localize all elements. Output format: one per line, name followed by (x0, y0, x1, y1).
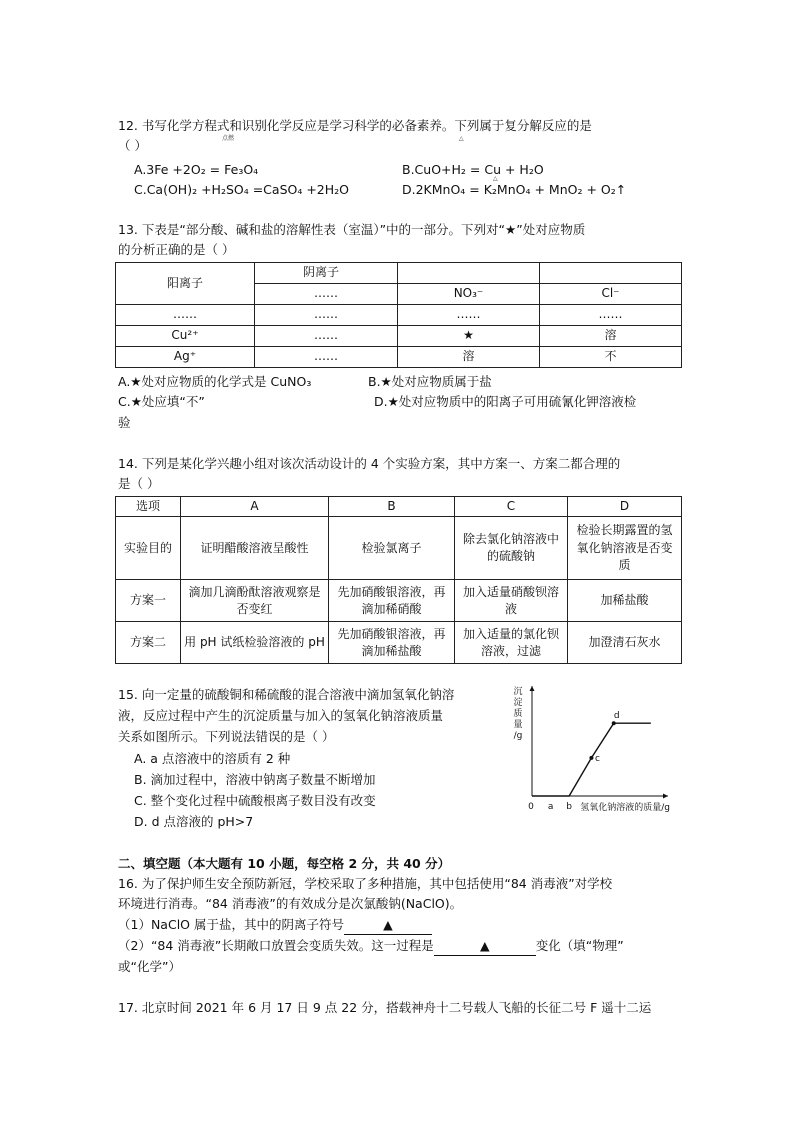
anion-cell: Cl⁻ (540, 284, 682, 305)
q14-stem-line2: 是（ ） (118, 476, 160, 491)
experiment-table (115, 496, 682, 664)
table-cell: 先加硝酸银溶液，再滴加稀硝酸 (329, 580, 455, 622)
q12-option-a: A.3Fe +2O₂ = Fe₃O₄ (134, 162, 259, 177)
q13-option-a: A.★处对应物质的化学式是 CuNO₃ (118, 374, 312, 389)
table-cell: 加入适量硝酸钡溶液 (455, 580, 568, 622)
header-cell: A (181, 497, 329, 517)
q12-option-d: D.2KMnO₄ = K₂MnO₄ + MnO₂ + O₂↑ (402, 182, 627, 197)
q15-option-b: B. 滴加过程中，溶液中钠离子数量不断增加 (134, 772, 376, 787)
q14-stem-line1: 14. 下列是某化学兴趣小组对该次活动设计的 4 个实验方案，其中方案一、方案二都合理的 (118, 456, 621, 471)
point-label-b: b (566, 802, 573, 812)
q16-sub2-tail: 变化（填“物理” (535, 938, 624, 953)
q12-condition-ignite: 点燃 (222, 135, 235, 142)
q15-stem-line1: 15. 向一定量的硫酸铜和稀硫酸的混合溶液中滴加氢氧化钠溶 (118, 687, 455, 702)
star-cell: ★ (398, 326, 540, 347)
point-label-c: c (594, 753, 600, 764)
header-cell: B (329, 497, 455, 517)
q16-sub2-text: （2）“84 消毒液”长期敞口放置会变质失效。这一过程是 (118, 938, 434, 953)
table-cell: 检验长期露置的氢氧化钠溶液是否变质 (568, 517, 682, 580)
table-row (116, 326, 682, 347)
header-cell: D (568, 497, 682, 517)
answer-blank[interactable] (344, 916, 432, 935)
q12-paren: （ ） (118, 138, 147, 153)
table-cell: 证明醋酸溶液呈酸性 (181, 517, 329, 580)
x-axis-label: 氢氧化钠溶液的质量/g (580, 803, 670, 813)
table-cell: 方案一 (116, 580, 181, 622)
triangle-icon: ▲ (383, 917, 393, 932)
table-cell: …… (255, 347, 398, 368)
q15-option-c: C. 整个变化过程中硫酸根离子数目没有改变 (134, 793, 376, 808)
q17-line1: 17. 北京时间 2021 年 6 月 17 日 9 点 22 分，搭载神舟十二号载人飞船的长征二号 F 遥十二运 (118, 1000, 652, 1015)
q13-option-c: C.★处应填“不” (118, 394, 205, 409)
table-cell: 先加硝酸银溶液，再滴加稀盐酸 (329, 622, 455, 664)
table-header-row (116, 497, 682, 517)
y-axis-label: 沉淀质量/g (513, 687, 523, 741)
q13-stem-line1: 13. 下表是“部分酸、碱和盐的溶解性表（室温）”中的一部分。下列对“★”处对应物质 (118, 222, 586, 237)
table-cell: 溶 (540, 326, 682, 347)
table-row (116, 580, 682, 622)
q16-sub1-text: （1）NaClO 属于盐，其中的阴离子符号 (118, 917, 344, 932)
point-label-a: a (547, 802, 554, 812)
table-cell: Cu²⁺ (116, 326, 255, 347)
table-cell: 加澄清石灰水 (568, 622, 682, 664)
q12-stem: 12. 书写化学方程式和识别化学反应是学习科学的必备素养。下列属于复分解反应的是 (118, 118, 592, 133)
cation-header: 阳离子 (116, 263, 255, 305)
origin-label: 0 (528, 802, 534, 812)
q13-option-d-cont: 验 (118, 415, 131, 430)
q13-option-d: D.★处对应物质中的阳离子可用硫氰化钾溶液检 (374, 394, 637, 409)
q12-condition-heat-d: △ (493, 175, 498, 182)
table-row (116, 305, 682, 326)
anion-header: 阴离子 (255, 263, 398, 284)
table-cell: 溶 (398, 347, 540, 368)
q16-line2: 环境进行消毒。“84 消毒液”的有效成分是次氯酸钠(NaClO)。 (118, 896, 463, 911)
q13-stem-line2: 的分析正确的是（ ） (118, 242, 235, 257)
table-cell: …… (540, 305, 682, 326)
section2-title: 二、填空题（本大题有 10 小题，每空格 2 分，共 40 分） (118, 856, 451, 871)
q15-option-a: A. a 点溶液中的溶质有 2 种 (134, 751, 291, 766)
table-row (116, 622, 682, 664)
table-cell: 加入适量的氯化钡溶液，过滤 (455, 622, 568, 664)
triangle-icon: ▲ (479, 938, 490, 953)
q15-stem-line3: 关系如图所示。下列说法错误的是（ ） (118, 729, 335, 744)
q15-option-d: D. d 点溶液的 pH>7 (134, 814, 254, 829)
solubility-table (115, 262, 682, 368)
q12-option-b: B.CuO+H₂ = Cu + H₂O (402, 162, 544, 177)
table-cell: …… (398, 305, 540, 326)
answer-blank[interactable] (434, 937, 536, 956)
table-cell: 实验目的 (116, 517, 181, 580)
header-empty-cell (540, 263, 682, 284)
anion-cell: NO₃⁻ (398, 284, 540, 305)
q15-stem-line2: 液，反应过程中产生的沉淀质量与加入的氢氧化钠溶液质量 (118, 708, 444, 723)
point-c (589, 756, 593, 760)
table-cell: 方案二 (116, 622, 181, 664)
q13-option-b: B.★处对应物质属于盐 (368, 374, 492, 389)
q16-sub2-cont: 或“化学”） (118, 959, 181, 974)
header-cell: 选项 (116, 497, 181, 517)
x-axis-arrow-icon (663, 794, 668, 799)
header-cell: C (455, 497, 568, 517)
point-d (612, 721, 616, 725)
table-row (116, 517, 682, 580)
point-label-d: d (613, 711, 620, 722)
table-cell: 除去氯化钠溶液中的硫酸钠 (455, 517, 568, 580)
q16-sub2 (118, 937, 624, 956)
table-cell: …… (116, 305, 255, 326)
table-cell: Ag⁺ (116, 347, 255, 368)
q16-line1: 16. 为了保护师生安全预防新冠，学校采取了多种措施，其中包括使用“84 消毒液”对学校 (118, 876, 613, 891)
table-row (116, 347, 682, 368)
table-cell: 检验氯离子 (329, 517, 455, 580)
q16-sub1 (118, 916, 432, 935)
q12-condition-heat-b: △ (459, 135, 464, 142)
precipitate-chart (505, 684, 675, 814)
header-empty-cell (398, 263, 540, 284)
anion-cell: …… (255, 284, 398, 305)
q12-option-c: C.Ca(OH)₂ +H₂SO₄ =CaSO₄ +2H₂O (134, 182, 350, 197)
table-cell: 用 pH 试纸检验溶液的 pH (181, 622, 329, 664)
table-cell: 加稀盐酸 (568, 580, 682, 622)
table-cell: 滴加几滴酚酞溶液观察是否变红 (181, 580, 329, 622)
table-cell: 不 (540, 347, 682, 368)
table-cell: …… (255, 305, 398, 326)
y-axis-arrow-icon (530, 686, 535, 691)
table-cell: …… (255, 326, 398, 347)
